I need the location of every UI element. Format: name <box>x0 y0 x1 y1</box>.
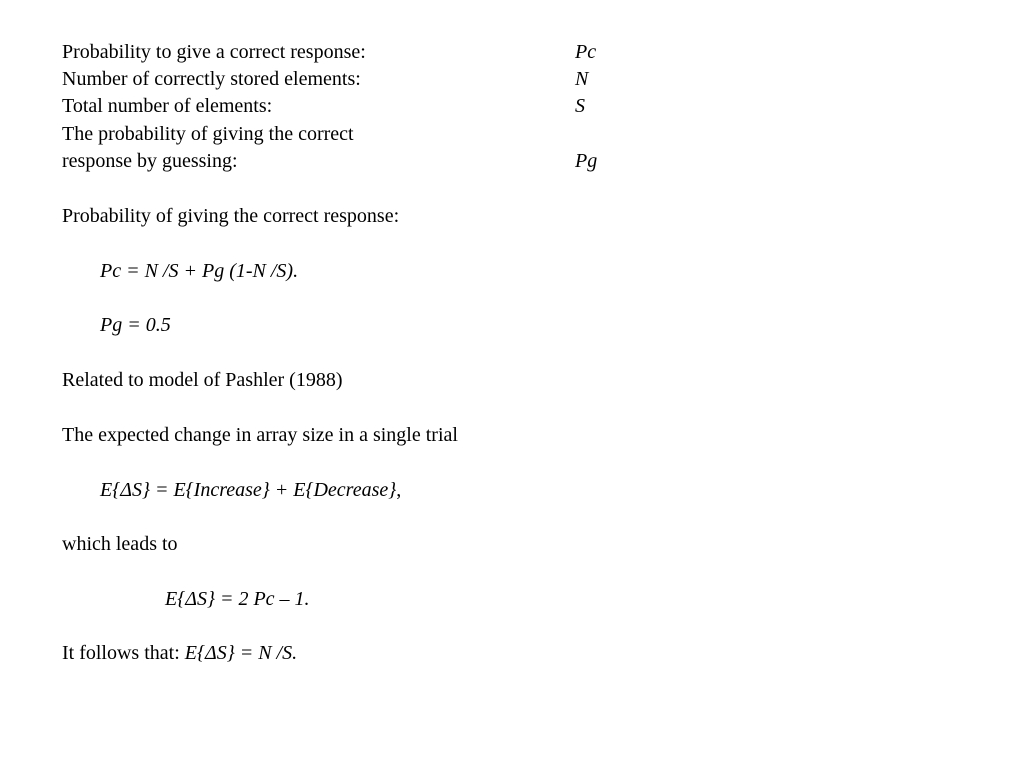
definition-label: Number of correctly stored elements: <box>62 68 361 90</box>
paragraph-text: The expected change in array size in a single trial <box>62 424 458 446</box>
equation: Pg = 0.5 <box>100 314 171 336</box>
conclusion-line <box>62 641 297 665</box>
definition-symbol: S <box>575 95 585 117</box>
equation: E{ΔS} = N /S. <box>184 642 298 664</box>
equation: Pc = N /S + Pg (1-N /S). <box>100 260 299 282</box>
section-heading: Probability of giving the correct response: <box>62 205 400 227</box>
paragraph-text: which leads to <box>62 533 178 555</box>
definition-symbol: Pc <box>575 41 597 63</box>
definition-label: Probability to give a correct response: <box>62 41 366 63</box>
definition-label: response by guessing: <box>62 150 238 172</box>
definition-label: The probability of giving the correct <box>62 123 354 145</box>
definition-symbol: Pg <box>575 150 598 172</box>
equation-punctuation: , <box>396 479 402 501</box>
definition-symbol: N <box>575 68 589 90</box>
equation-line <box>100 478 401 502</box>
reference-text: Related to model of Pashler (1988) <box>62 369 343 391</box>
conclusion-prefix: It follows that: <box>62 642 185 664</box>
equation: E{ΔS} = 2 Pc – 1. <box>165 588 310 610</box>
equation: E{ΔS} = E{Increase} + E{Decrease} <box>100 479 397 501</box>
definition-label: Total number of elements: <box>62 95 273 117</box>
